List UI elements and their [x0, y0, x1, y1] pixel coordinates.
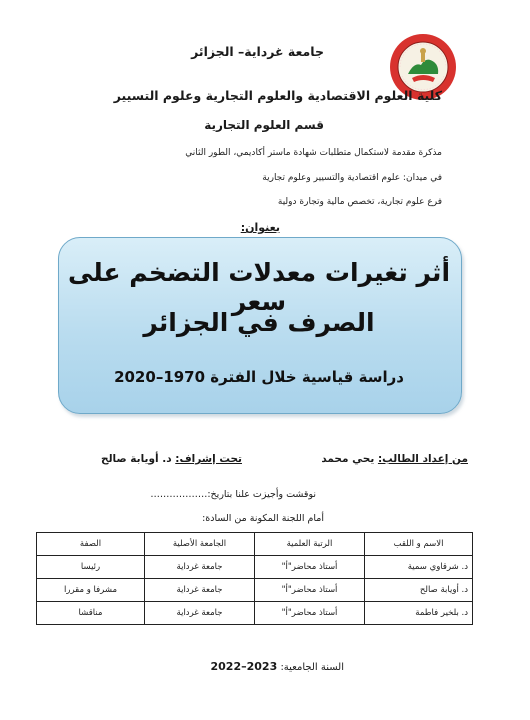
faculty-name: كلية العلوم الاقتصادية والعلوم التجارية وعلوم التسيير: [113, 88, 442, 103]
supervisor-name: د. أويابة صالح: [101, 453, 172, 465]
department-name: قسم العلوم التجارية: [204, 118, 324, 132]
jury-header-name: الاسم و اللقب: [365, 533, 473, 556]
supervised-by: [101, 453, 242, 465]
jury-member-university: جامعة غرداية: [145, 602, 255, 625]
jury-table: [36, 532, 473, 625]
academic-year: [211, 660, 345, 673]
jury-member-role: مناقشا: [37, 602, 145, 625]
student-name: يحي محمد: [321, 453, 375, 465]
table-row: [37, 602, 473, 625]
memo-line-3: فرع علوم تجارية، تخصص مالية وتجارة دولية: [277, 197, 442, 207]
academic-year-label: السنة الجامعية:: [280, 662, 344, 673]
memo-line-1: مذكرة مقدمة لاستكمال متطلبات شهادة ماستر أكاديمي، الطور الثاني: [185, 148, 442, 158]
thesis-title-line-2: الصرف في الجزائر: [143, 308, 375, 337]
jury-member-rank: أستاذ محاضر"أ": [255, 602, 365, 625]
academic-year-value: 2023–2022: [210, 660, 278, 673]
university-name: جامعة غرداية– الجزائر: [191, 44, 324, 59]
jury-member-name: د. شرقاوي سمية: [365, 556, 473, 579]
jury-header-role: الصفة: [37, 533, 145, 556]
table-row: [37, 579, 473, 602]
jury-member-role: مشرفا و مقررا: [37, 579, 145, 602]
jury-member-rank: أستاذ محاضر"أ": [255, 556, 365, 579]
memo-line-2: في ميدان: علوم اقتصادية والتسيير وعلوم تجارية: [262, 173, 442, 183]
jury-header-row: [37, 533, 473, 556]
prepared-by: [321, 453, 468, 465]
prepared-label: من إعداد الطالب:: [377, 453, 468, 465]
table-row: [37, 556, 473, 579]
committee-line: أمام اللجنة المكونة من السادة:: [202, 513, 324, 524]
jury-member-rank: أستاذ محاضر"أ": [255, 579, 365, 602]
title-label: بعنوان:: [240, 221, 280, 234]
jury-member-role: رئيسا: [37, 556, 145, 579]
supervisor-label: تحت إشراف:: [175, 453, 242, 465]
jury-header-university: الجامعة الأصلية: [145, 533, 255, 556]
defense-date-line: نوقشت وأجيزت علنا بتاريخ:………………: [150, 489, 316, 500]
jury-member-university: جامعة غرداية: [145, 579, 255, 602]
jury-member-name: د. بلخير فاطمة: [365, 602, 473, 625]
thesis-subtitle: دراسة قياسية خلال الفترة 1970–2020: [114, 368, 404, 386]
jury-member-name: د. أويابة صالح: [365, 579, 473, 602]
jury-member-university: جامعة غرداية: [145, 556, 255, 579]
jury-header-rank: الرتبة العلمية: [255, 533, 365, 556]
thesis-title-line-1: أثر تغيرات معدلات التضخم على سعر: [67, 258, 451, 316]
